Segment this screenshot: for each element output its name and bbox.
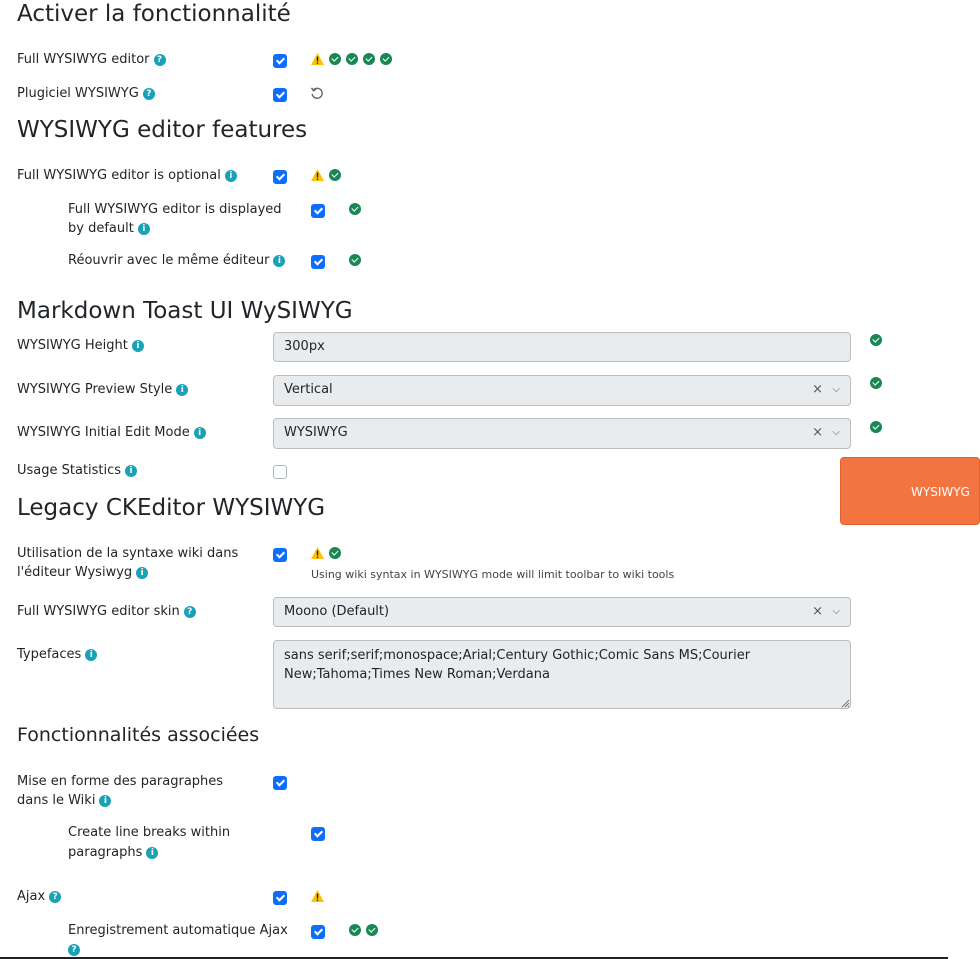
help-icon[interactable]: ? (143, 88, 155, 100)
section-title-related: Fonctionnalités associées (17, 724, 260, 746)
pref-label-initial-mode (17, 423, 206, 442)
reopen-checkbox[interactable] (311, 255, 325, 269)
section-title-legacy: Legacy CKEditor WYSIWYG (17, 495, 326, 521)
section-title-features: WYSIWYG editor features (17, 117, 308, 143)
pref-label-paragraphs (17, 772, 223, 810)
clear-icon[interactable]: × (812, 382, 823, 397)
pref-label-text: Create line breaks within (68, 825, 231, 840)
height-input-value: 300px (284, 339, 325, 354)
pref-label-ajax-autosave (68, 921, 288, 959)
ajax-autosave-checkbox[interactable] (311, 925, 325, 939)
wiki-syntax-checkbox[interactable] (273, 548, 287, 562)
paragraphs-checkbox[interactable] (273, 776, 287, 790)
info-icon[interactable]: i (132, 340, 144, 352)
section-title-toast-ui: Markdown Toast UI WySIWYG (17, 298, 353, 324)
ajax-checkbox[interactable] (273, 891, 287, 905)
pref-label-text: Full WYSIWYG editor (17, 52, 150, 67)
pref-label-text: paragraphs (68, 845, 143, 860)
usage-stats-checkbox[interactable] (273, 465, 287, 479)
info-icon[interactable]: i (99, 795, 111, 807)
pref-label-plugin (17, 84, 155, 103)
pref-label-height (17, 336, 144, 355)
wiki-syntax-note: Using wiki syntax in WYSIWYG mode will limit toolbar to wiki tools (311, 568, 675, 581)
warning-icon (311, 169, 324, 181)
initial-mode-value: WYSIWYG (284, 425, 348, 440)
check-circle-icon (346, 53, 358, 65)
help-icon[interactable]: ? (184, 606, 196, 618)
preview-style-value: Vertical (284, 382, 333, 397)
toast-notification[interactable] (840, 457, 980, 525)
check-circle-icon (329, 547, 341, 559)
pref-label-text: Full WYSIWYG editor skin (17, 604, 180, 619)
pref-label-text: Full WYSIWYG editor is displayed (68, 202, 282, 217)
pref-label-text: Réouvrir avec le même éditeur (68, 253, 270, 268)
pref-label-text: Full WYSIWYG editor is optional (17, 168, 221, 183)
check-circle-icon (329, 169, 341, 181)
info-icon[interactable]: i (225, 170, 237, 182)
preview-style-select[interactable] (273, 375, 851, 406)
pref-label-optional (17, 166, 237, 185)
pref-label-text: Typefaces (17, 647, 82, 662)
check-circle-icon (349, 924, 361, 936)
help-icon[interactable]: ? (154, 54, 166, 66)
info-icon[interactable]: i (273, 255, 285, 267)
pref-label-text: Usage Statistics (17, 463, 122, 478)
pref-label-text: Plugiciel WYSIWYG (17, 86, 139, 101)
pref-label-ajax (17, 887, 61, 906)
pref-label-usage-stats (17, 461, 137, 480)
pref-label-skin (17, 602, 196, 621)
typefaces-value: sans serif;serif;monospace;Arial;Century Gothic;Comic Sans MS;Courier New;Tahoma;Times New Roman;Verdana (284, 648, 751, 682)
info-icon[interactable]: i (85, 649, 97, 661)
check-circle-icon (366, 924, 378, 936)
reset-icon[interactable] (310, 86, 324, 100)
check-circle-icon (870, 377, 882, 389)
chevron-down-icon[interactable]: ⌵ (832, 606, 840, 617)
default-checkbox[interactable] (311, 204, 325, 218)
pref-label-reopen (68, 251, 285, 270)
pref-label-preview-style (17, 380, 188, 399)
pref-label-text: by default (68, 221, 134, 236)
plugin-checkbox[interactable] (273, 88, 287, 102)
full-editor-checkbox[interactable] (273, 54, 287, 68)
check-circle-icon (363, 53, 375, 65)
height-input[interactable] (273, 332, 851, 362)
typefaces-textarea[interactable] (273, 640, 851, 709)
chevron-down-icon[interactable]: ⌵ (832, 427, 840, 438)
pref-label-full-editor (17, 50, 166, 69)
help-icon[interactable]: ? (49, 891, 61, 903)
linebreaks-checkbox[interactable] (311, 827, 325, 841)
check-circle-icon (870, 334, 882, 346)
info-icon[interactable]: i (176, 384, 188, 396)
toast-text: WYSIWYG (911, 485, 970, 499)
help-icon[interactable]: ? (68, 944, 80, 956)
skin-value: Moono (Default) (284, 604, 390, 619)
check-circle-icon (870, 421, 882, 433)
pref-label-text: Mise en forme des paragraphes (17, 774, 224, 789)
check-circle-icon (329, 53, 341, 65)
warning-icon (311, 53, 324, 65)
optional-checkbox[interactable] (273, 170, 287, 184)
initial-mode-select[interactable] (273, 418, 851, 449)
pref-label-text: dans le Wiki (17, 793, 96, 808)
info-icon[interactable]: i (194, 427, 206, 439)
info-icon[interactable]: i (136, 567, 148, 579)
warning-icon (311, 547, 324, 559)
warning-icon (311, 890, 324, 902)
pref-label-typefaces (17, 645, 97, 664)
check-circle-icon (349, 203, 361, 215)
pref-label-text: l'éditeur Wysiwyg (17, 565, 133, 580)
pref-label-text: Ajax (17, 889, 46, 904)
chevron-down-icon[interactable]: ⌵ (832, 384, 840, 395)
pref-label-linebreaks (68, 823, 230, 862)
section-title-activate: Activer la fonctionnalité (17, 1, 291, 27)
pref-label-text: Utilisation de la syntaxe wiki dans (17, 546, 239, 561)
skin-select[interactable] (273, 597, 851, 627)
pref-label-text: Enregistrement automatique Ajax (68, 923, 288, 938)
pref-label-wiki-syntax (17, 544, 238, 582)
clear-icon[interactable]: × (812, 604, 823, 619)
pref-label-text: WYSIWYG Height (17, 338, 128, 353)
info-icon[interactable]: i (138, 223, 150, 235)
pref-label-text: WYSIWYG Preview Style (17, 382, 173, 397)
pref-label-text: WYSIWYG Initial Edit Mode (17, 425, 190, 440)
resize-grip-icon[interactable] (841, 699, 849, 707)
clear-icon[interactable]: × (812, 425, 823, 440)
pref-label-default (68, 200, 282, 238)
info-icon[interactable]: i (125, 465, 137, 477)
check-circle-icon (380, 53, 392, 65)
info-icon[interactable]: i (146, 847, 158, 859)
check-circle-icon (349, 254, 361, 266)
